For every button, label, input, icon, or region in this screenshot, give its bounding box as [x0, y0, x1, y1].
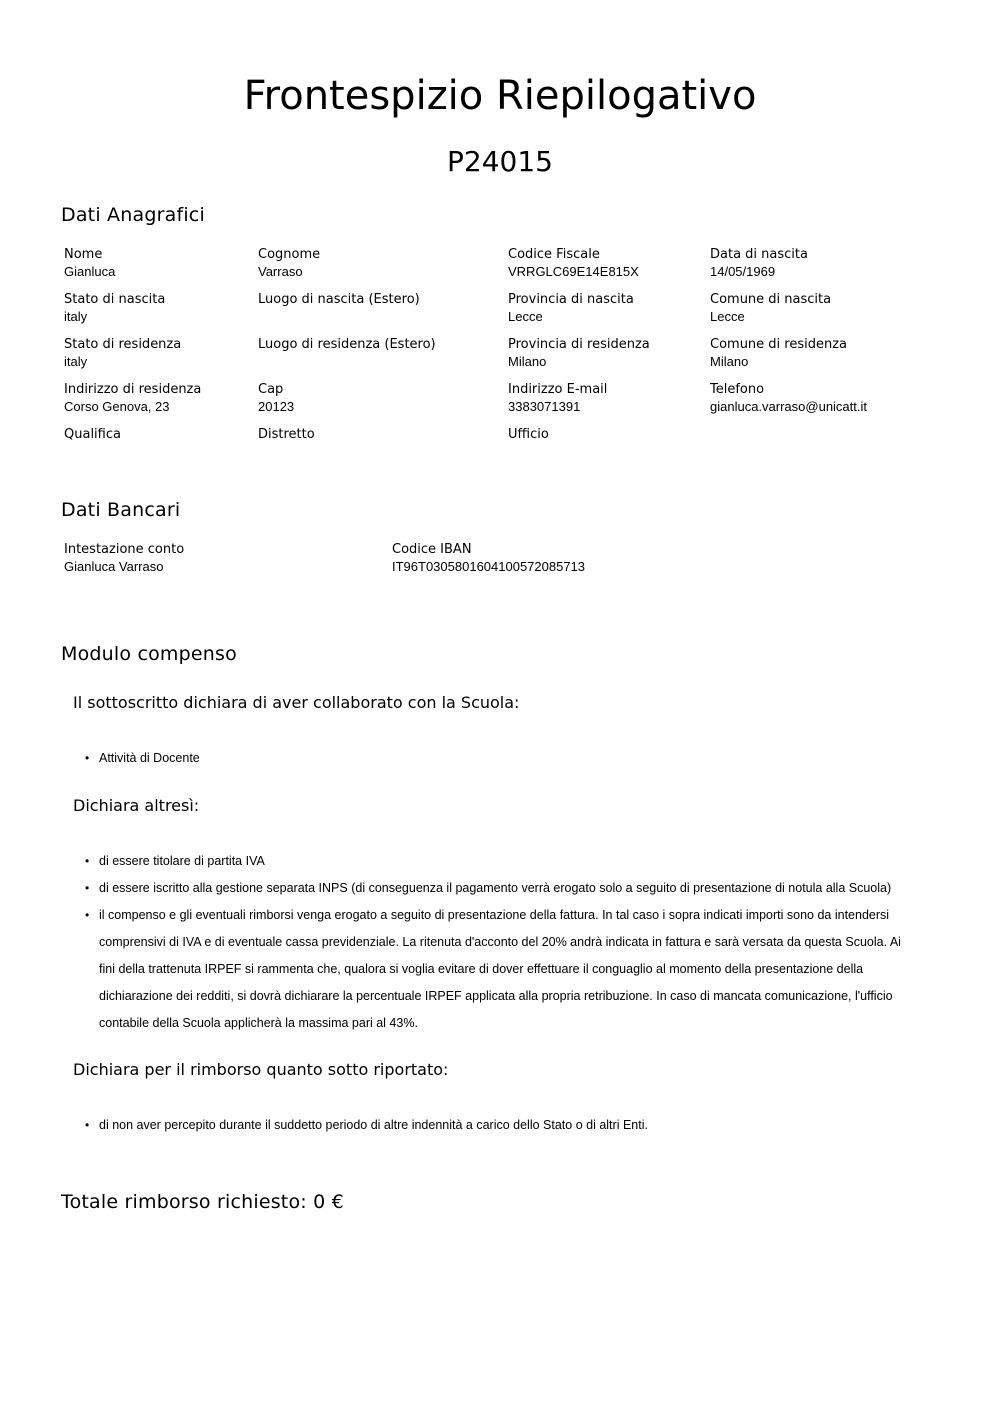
- field-distretto: [258, 426, 458, 443]
- field-value: Lecce: [710, 309, 745, 324]
- field-value: Varraso: [258, 264, 303, 279]
- field-label: Distretto: [258, 427, 315, 442]
- subtitle-collaborazione: Il sottoscritto dichiara di aver collaborato con la Scuola:: [73, 693, 520, 712]
- field-stato-di-nascita: [64, 291, 264, 325]
- field-label: Provincia di residenza: [508, 337, 650, 352]
- field-label: Provincia di nascita: [508, 292, 634, 307]
- document-title: Frontespizio Riepilogativo: [243, 73, 757, 119]
- field-label: Stato di residenza: [64, 337, 182, 352]
- field-label: Luogo di residenza (Estero): [258, 337, 436, 352]
- field-nome: [64, 246, 264, 280]
- field-label: Indirizzo E-mail: [508, 382, 608, 397]
- field-label: Ufficio: [508, 427, 549, 442]
- field-stato-di-residenza: [64, 336, 264, 370]
- field-cognome: [258, 246, 458, 280]
- subtitle-dichiara-rimborso: Dichiara per il rimborso quanto sotto riportato:: [73, 1060, 449, 1079]
- field-label: Luogo di nascita (Estero): [258, 292, 420, 307]
- field-provincia-di-nascita: [508, 291, 708, 325]
- field-value: 20123: [258, 399, 295, 414]
- field-value: Milano: [508, 354, 547, 369]
- field-data-di-nascita: [710, 246, 910, 280]
- field-value: Corso Genova, 23: [64, 399, 170, 414]
- field-value: IT96T0305801604100572085713: [392, 559, 586, 574]
- field-ufficio: [508, 426, 708, 443]
- field-label: Codice Fiscale: [508, 247, 600, 262]
- field-intestazione-conto: [64, 541, 264, 575]
- field-label: Cap: [258, 382, 284, 397]
- field-indirizzo-email: [508, 381, 708, 415]
- field-label: Data di nascita: [710, 247, 808, 262]
- document-code: P24015: [447, 145, 553, 178]
- field-label: Indirizzo di residenza: [64, 382, 202, 397]
- field-comune-di-residenza: [710, 336, 910, 370]
- field-value: VRRGLC69E14E815X: [508, 264, 639, 279]
- field-label: Intestazione conto: [64, 542, 185, 557]
- field-label: Telefono: [710, 382, 765, 397]
- field-label: Stato di nascita: [64, 292, 166, 307]
- field-qualifica: [64, 426, 264, 443]
- field-luogo-di-nascita-estero: [258, 291, 458, 308]
- totale-rimborso: Totale rimborso richiesto: 0 €: [61, 1191, 344, 1213]
- field-value: gianluca.varraso@unicatt.it: [710, 399, 867, 414]
- field-telefono: [710, 381, 910, 415]
- field-cap: [258, 381, 458, 415]
- list-item: • il compenso e gli eventuali rimborsi venga erogato a seguito di presentazione della fattura. In tal caso i sopra indicati importi sono da intendersi comprensivi di IVA e di eventuale cassa previdenziale. La ritenuta d'acconto del 20% andrà indicata in fattura e sarà versata da questa Scuola. Ai fini della trattenuta IRPEF si rammenta che, qualora si voglia evitare di dover effettuare il conguaglio al momento della presentazione della dichiarazione dei redditi, si dovrà dichiarare la percentuale IRPEF applicata alla propria retribuzione. In caso di mancata comunicazione, l'ufficio contabile della Scuola applicherà la massima pari al 43%.: [0, 902, 1000, 1037]
- list-item: • di non aver percepito durante il suddetto periodo di altre indennità a carico dello Stato o di altri Enti.: [0, 1112, 1000, 1139]
- field-label: Qualifica: [64, 427, 121, 442]
- field-value: 3383071391: [508, 399, 581, 414]
- subtitle-dichiara-altresi: Dichiara altresì:: [73, 796, 200, 815]
- field-label: Nome: [64, 247, 103, 262]
- list-dichiara-altresi: [0, 848, 1000, 1037]
- list-item: • di essere iscritto alla gestione separata INPS (di conseguenza il pagamento verrà erogato solo a seguito di presentazione di notula alla Scuola): [0, 875, 1000, 902]
- section-title-dati-anagrafici: Dati Anagrafici: [61, 204, 205, 226]
- field-label: Codice IBAN: [392, 542, 472, 557]
- field-value: Gianluca Varraso: [64, 559, 164, 574]
- field-comune-di-nascita: [710, 291, 910, 325]
- field-label: Comune di residenza: [710, 337, 848, 352]
- field-codice-fiscale: [508, 246, 708, 280]
- field-value: Gianluca: [64, 264, 116, 279]
- field-value: Lecce: [508, 309, 543, 324]
- list-item: • di essere titolare di partita IVA: [0, 848, 1000, 875]
- field-luogo-di-residenza-estero: [258, 336, 458, 353]
- section-title-dati-bancari: Dati Bancari: [61, 499, 181, 521]
- field-provincia-di-residenza: [508, 336, 708, 370]
- list-collaborazione: [0, 745, 1000, 772]
- field-value: 14/05/1969: [710, 264, 776, 279]
- field-value: italy: [64, 354, 88, 369]
- list-dichiara-rimborso: [0, 1112, 1000, 1139]
- list-item: • Attività di Docente: [0, 745, 1000, 772]
- field-label: Comune di nascita: [710, 292, 832, 307]
- field-label: Cognome: [258, 247, 321, 262]
- field-codice-iban: [392, 541, 692, 575]
- section-title-modulo-compenso: Modulo compenso: [61, 643, 237, 665]
- field-value: italy: [64, 309, 88, 324]
- field-value: Milano: [710, 354, 749, 369]
- field-indirizzo-di-residenza: [64, 381, 264, 415]
